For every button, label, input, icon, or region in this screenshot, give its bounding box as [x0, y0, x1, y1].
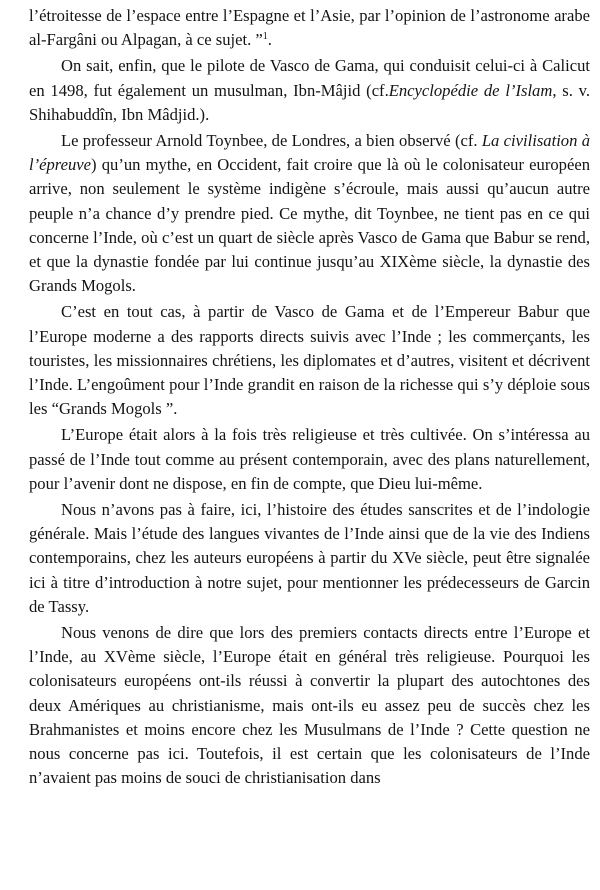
text-run: ) qu’un mythe, en Occident, fait croire que là où le colonisateur européen arrive, non seulement le système indigène s’écroule, mais aussi qu’aucun autre peuple n’a chance d’y prendre pied. Ce mythe, dit Toynbee, ne tient pas en ce qui concerne l’Inde, où c’est un quart de siècle après Vasco de Gama que Babur se rend, et que la dynastie fondée par lui continue jusqu’au XIXème siècle, la dynastie des Grands Mogols. — [29, 155, 590, 296]
paragraph-1 — [29, 4, 590, 52]
text-run: . — [267, 30, 272, 50]
text-run: Nous n’avons pas à faire, ici, l’histoire des études sanscrites et de l’indologie générale. Mais l’étude des langues vivantes de l’Inde ainsi que de la vie des Indiens contemporains, chez les auteurs européens à partir du XVe siècle, peut être signalée ici à titre d’introduction à notre sujet, pour mentionner les prédecesseurs de Garcin de Tassy. — [29, 500, 590, 616]
paragraph-7 — [29, 621, 590, 790]
text-run: L’Europe était alors à la fois très religieuse et très cultivée. On s’intéressa au passé de l’Inde tout comme au présent contemporain, avec des plans naturellement, pour l’avenir dont ne dispose, en fin de compte, que Dieu lui-même. — [29, 425, 590, 493]
paragraph-6 — [29, 498, 590, 619]
text-run: On sait, enfin, que le pilote de Vasco de Gama, qui conduisit celui-ci à Calicut en 1498, fut également un musulman, Ibn-Mâjid (cf. — [29, 56, 590, 100]
book-title: La civilisation à l’épreuve — [29, 131, 591, 175]
footnote-marker: 1 — [262, 31, 268, 43]
text-run: C’est en tout cas, à partir de Vasco de Gama et de l’Empereur Babur que l’Europe moderne a des rapports directs suivis avec l’Inde ; les commerçants, les touristes, les missionnaires chrétiens, les diplomates et d’autres, visitent et décrivent l’Inde. L’engoûment pour l’Inde grandit en raison de la richesse qui s’y déploie sous les “Grands Mogols ”. — [29, 302, 590, 419]
paragraph-3 — [29, 129, 590, 298]
book-title: Encyclopédie de l’Islam — [388, 80, 553, 100]
paragraph-5 — [29, 423, 590, 496]
text-run: Nous venons de dire que lors des premiers contacts directs entre l’Europe et l’Inde, au XVème siècle, l’Europe était en général très religieuse. Pourquoi les colonisateurs européens ont-ils réussi à convertir la plupart des autochtones des deux Amériques au christianisme, mais ont-ils eu assez peu de succès chez les Brahmanistes et moins encore chez les Musulmans de l’Inde ? Cette question ne nous concerne pas ici. Toutefois, il est certain que les colonisateurs de l’Inde n’avaient pas moins de souci de christianisation dans — [29, 623, 590, 788]
text-run: l’étroitesse de l’espace entre l’Espagne et l’Asie, par l’opinion de l’astronome arabe al-Fargâni ou Alpagan, à ce sujet. ” — [29, 6, 590, 50]
text-run: , s. v. Shihabuddîn, Ibn Mâdjid.). — [29, 80, 591, 124]
text-run: Le professeur Arnold Toynbee, de Londres, a bien observé (cf. — [61, 131, 482, 151]
paragraph-2 — [29, 54, 590, 127]
paragraph-4 — [29, 300, 590, 421]
